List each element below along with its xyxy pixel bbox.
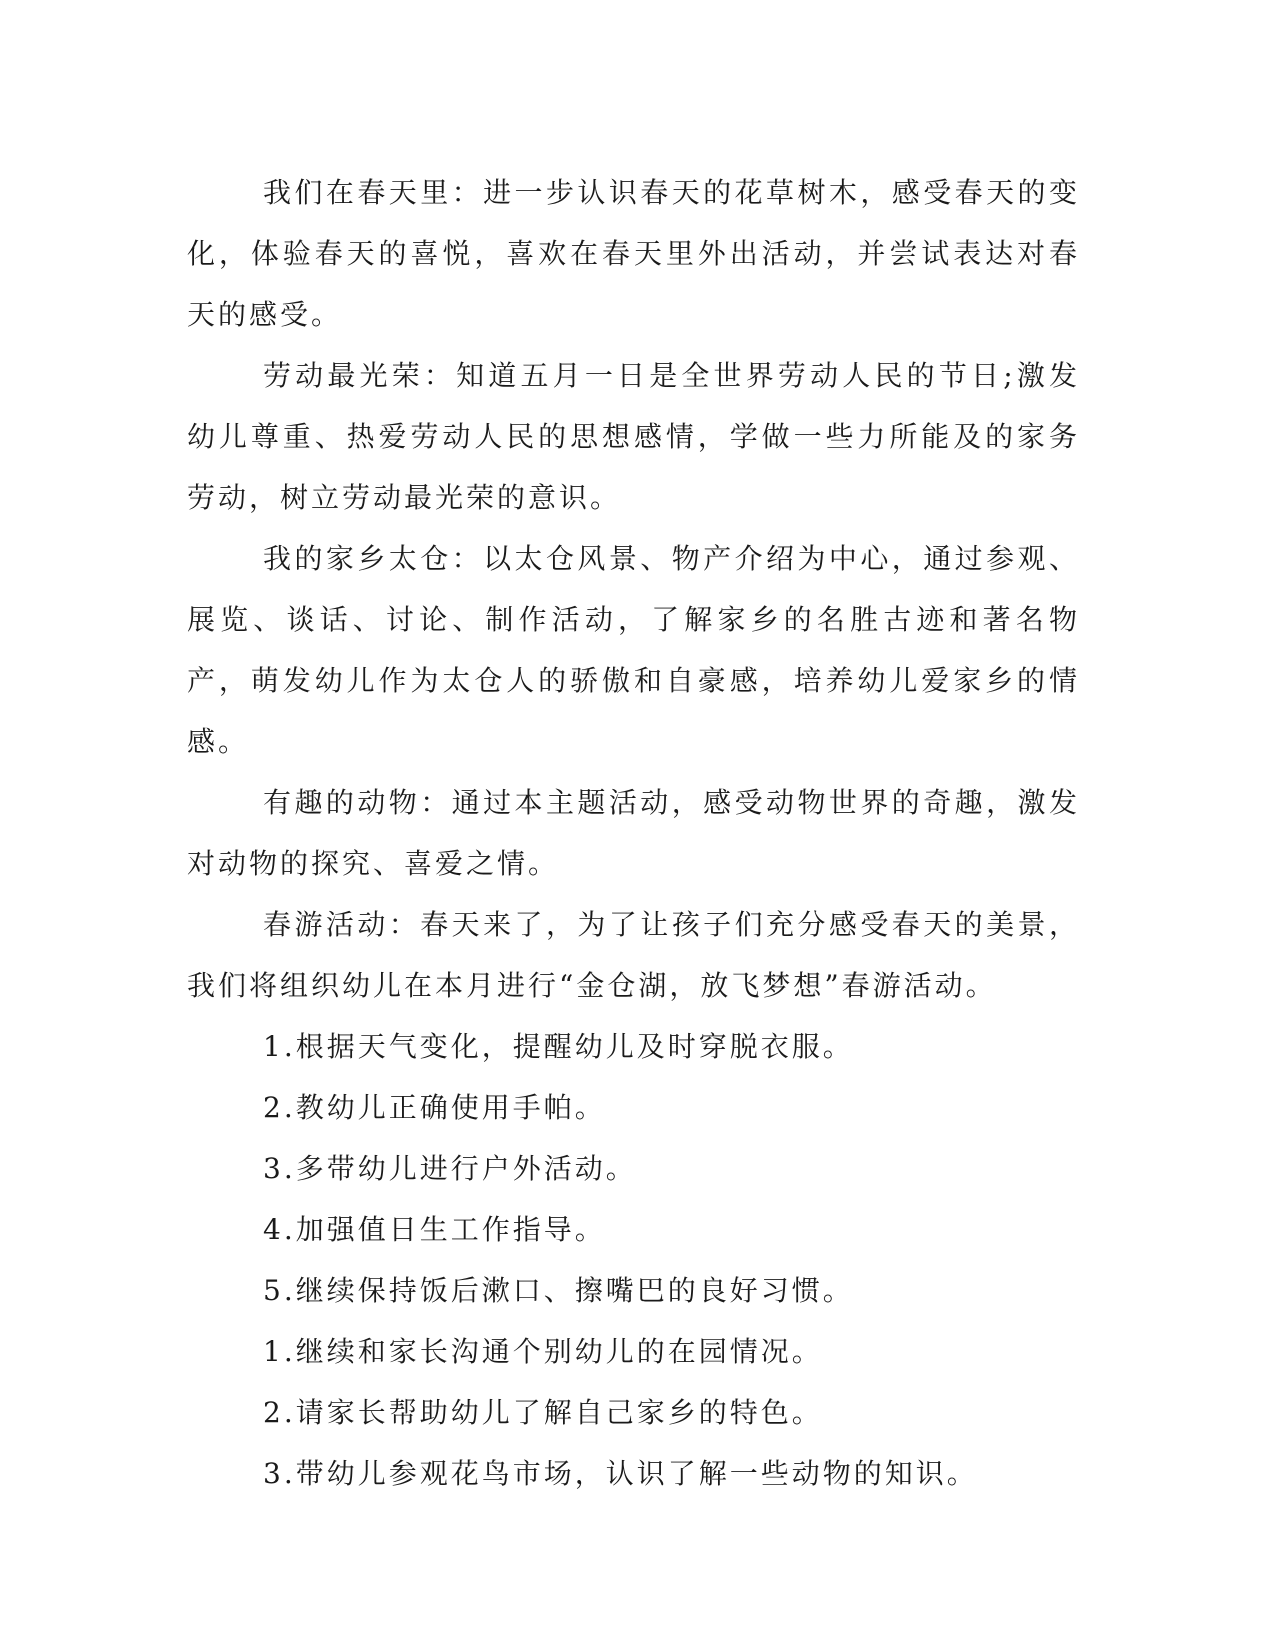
document-body — [187, 162, 1080, 1504]
care-item: 5.继续保持饭后漱口、擦嘴巴的良好习惯。 — [263, 1274, 854, 1307]
care-item: 1.根据天气变化，提醒幼儿及时穿脱衣服。 — [263, 1030, 854, 1063]
care-item: 2.教幼儿正确使用手帕。 — [263, 1091, 606, 1124]
paragraph-spring: 我们在春天里：进一步认识春天的花草树木，感受春天的变化，体验春天的喜悦，喜欢在春天里外出活动，并尝试表达对春天的感受。 — [187, 176, 1080, 331]
care-item: 3.多带幼儿进行户外活动。 — [263, 1152, 637, 1185]
parent-item: 2.请家长帮助幼儿了解自己家乡的特色。 — [263, 1396, 823, 1429]
paragraph-hometown: 我的家乡太仓：以太仓风景、物产介绍为中心，通过参观、展览、谈话、讨论、制作活动，了解家乡的名胜古迹和著名物产，萌发幼儿作为太仓人的骄傲和自豪感，培养幼儿爱家乡的情感。 — [187, 542, 1080, 758]
care-item: 4.加强值日生工作指导。 — [263, 1213, 606, 1246]
paragraph-spring-outing: 春游活动：春天来了，为了让孩子们充分感受春天的美景，我们将组织幼儿在本月进行“金仓湖，放飞梦想”春游活动。 — [187, 908, 1080, 1002]
parent-item: 3.带幼儿参观花鸟市场，认识了解一些动物的知识。 — [263, 1457, 978, 1490]
paragraph-labor: 劳动最光荣：知道五月一日是全世界劳动人民的节日;激发幼儿尊重、热爱劳动人民的思想感情，学做一些力所能及的家务劳动，树立劳动最光荣的意识。 — [187, 359, 1080, 514]
paragraph-animals: 有趣的动物：通过本主题活动，感受动物世界的奇趣，激发对动物的探究、喜爱之情。 — [187, 786, 1080, 880]
parent-item: 1.继续和家长沟通个别幼儿的在园情况。 — [263, 1335, 823, 1368]
